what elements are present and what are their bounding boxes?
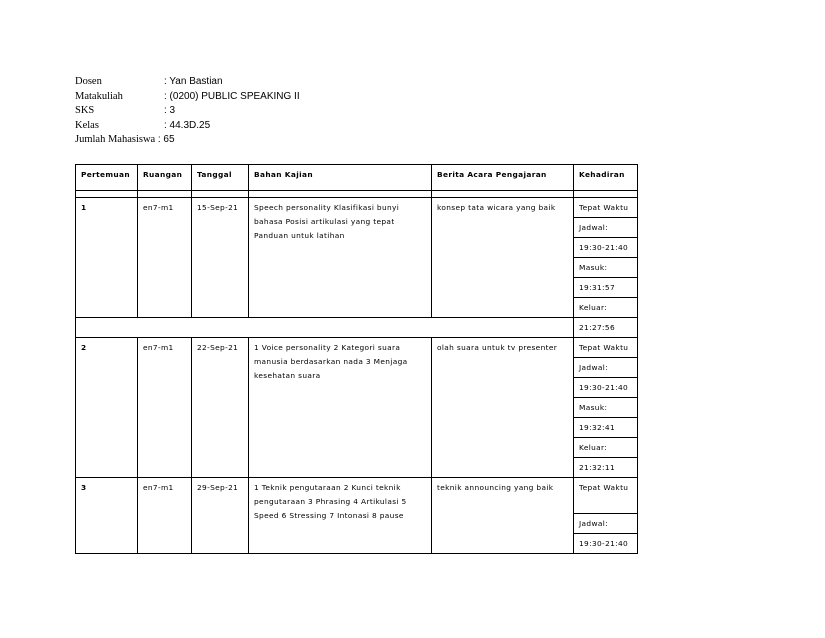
spacer-cell (574, 191, 638, 198)
schedule-table (75, 164, 638, 554)
kehadiran-status: Tepat Waktu (574, 338, 638, 358)
col-header-kehadiran: Kehadiran (574, 165, 638, 191)
tanggal-cell: 15-Sep-21 (192, 198, 249, 318)
ruangan-cell: en7-m1 (138, 198, 192, 318)
keluar-label: Keluar: (579, 303, 608, 312)
jadwal-value: 19:30-21:40 (574, 534, 638, 554)
col-header-pertemuan: Pertemuan (76, 165, 138, 191)
ruangan-cell: en7-m1 (138, 338, 192, 478)
keluar-value: 21:32:11 (574, 458, 638, 478)
jumlah-row (75, 133, 175, 148)
matakuliah-value: : (0200) PUBLIC SPEAKING II (164, 90, 300, 102)
keluar-cell (574, 298, 638, 318)
jumlah-value: : 65 (157, 134, 175, 145)
dosen-label: Dosen (75, 76, 102, 87)
jadwal-label: Jadwal: (574, 358, 638, 378)
pertemuan-cell: 3 (76, 478, 138, 554)
bahan-kajian-cell: Speech personality Klasifikasi bunyi bahasa Posisi artikulasi yang tepat Panduan untuk latihan (249, 198, 432, 318)
spacer-cell (76, 191, 138, 198)
col-header-tanggal: Tanggal (192, 165, 249, 191)
table-row (76, 478, 638, 514)
kehadiran-status: Tepat Waktu (574, 198, 638, 218)
matakuliah-row (75, 90, 300, 105)
spacer-cell (192, 191, 249, 198)
masuk-label: Masuk: (574, 398, 638, 418)
sks-label: SKS (75, 105, 95, 116)
col-header-bahan-kajian: Bahan Kajian (249, 165, 432, 191)
tanggal-cell: 22-Sep-21 (192, 338, 249, 478)
jadwal-value: 19:30-21:40 (574, 238, 638, 258)
dosen-row (75, 75, 223, 90)
bahan-kajian-cell: 1 Teknik pengutaraan 2 Kunci teknik pengutaraan 3 Phrasing 4 Artikulasi 5 Speed 6 Stressing 7 Intonasi 8 pause (249, 478, 432, 554)
table-row (76, 338, 638, 358)
dosen-value: : Yan Bastian (164, 76, 223, 87)
ruangan-cell: en7-m1 (138, 478, 192, 554)
kelas-row (75, 119, 211, 134)
kelas-value: : 44.3D.25 (164, 119, 211, 131)
bahan-kajian-cell: 1 Voice personality 2 Kategori suara manusia berdasarkan nada 3 Menjaga kesehatan suara (249, 338, 432, 478)
kehadiran-subrow (76, 318, 638, 338)
masuk-value: 19:32:41 (574, 418, 638, 438)
spacer-cell (249, 191, 432, 198)
masuk-value: 19:31:57 (574, 278, 638, 298)
jadwal-value: 19:30-21:40 (574, 378, 638, 398)
col-header-ruangan: Ruangan (138, 165, 192, 191)
course-header (75, 75, 300, 148)
berita-acara-cell: olah suara untuk tv presenter (432, 338, 574, 478)
sks-row (75, 104, 175, 119)
kelas-label: Kelas (75, 119, 99, 131)
pertemuan-cell: 1 (76, 198, 138, 318)
tanggal-cell: 29-Sep-21 (192, 478, 249, 554)
keluar-label: Keluar: (574, 438, 638, 458)
spacer-cell (138, 191, 192, 198)
kehadiran-status: Tepat Waktu (574, 478, 638, 514)
sks-value: : 3 (164, 105, 176, 116)
berita-acara-cell: konsep tata wicara yang baik (432, 198, 574, 318)
spacer-cell (432, 191, 574, 198)
masuk-label: Masuk: (574, 258, 638, 278)
jadwal-label: Jadwal: (574, 218, 638, 238)
table-spacer-row (76, 191, 638, 198)
jadwal-label: Jadwal: (574, 514, 638, 534)
table-header-row (76, 165, 638, 191)
jumlah-label: Jumlah Mahasiswa (75, 134, 156, 145)
matakuliah-label: Matakuliah (75, 90, 123, 102)
filler-cell (76, 318, 574, 338)
berita-acara-cell: teknik announcing yang baik (432, 478, 574, 554)
keluar-value: 21:27:56 (574, 318, 638, 338)
col-header-berita-acara: Berita Acara Pengajaran (432, 165, 574, 191)
pertemuan-cell: 2 (76, 338, 138, 478)
table-row (76, 198, 638, 218)
